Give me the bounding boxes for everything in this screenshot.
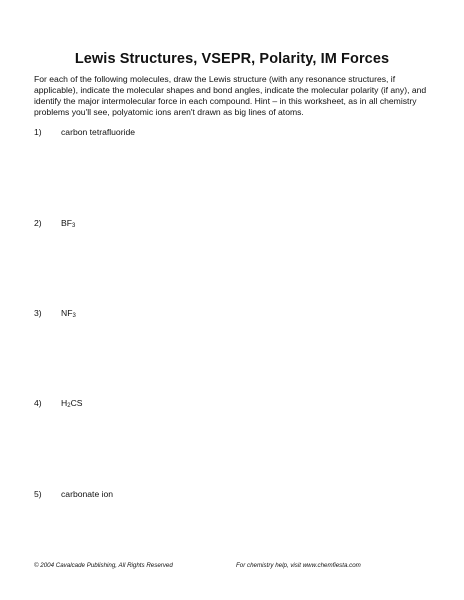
question-text [61, 218, 75, 228]
question-number: 1) [34, 127, 42, 137]
question-1 [34, 127, 135, 138]
question-3 [34, 308, 76, 319]
question-text: carbonate ion [61, 489, 114, 499]
question-number: 4) [34, 398, 42, 408]
question-2 [34, 218, 75, 229]
formula-pre: H [61, 398, 68, 408]
question-4 [34, 398, 83, 409]
question-text [61, 308, 76, 318]
formula-main: NF [61, 308, 73, 318]
question-text: carbon tetrafluoride [61, 127, 136, 137]
formula-subscript: 3 [71, 223, 76, 229]
instructions-paragraph: For each of the following molecules, draw the Lewis structure (with any resonance structures, if applicable), indicate the molecular shapes and bond angles, indicate the molecular polarity (if any), and identify the major intermolecular force in each compound. Hint – in this worksheet, as in all chemistry problems you'll see, polyatomic ions aren't drawn as big lines of atoms. [34, 74, 427, 118]
formula-main: BF [61, 218, 72, 228]
question-number: 3) [34, 308, 42, 318]
footer-copyright: © 2004 Cavalcade Publishing, All Rights Reserved [34, 562, 173, 569]
page-title: Lewis Structures, VSEPR, Polarity, IM Forces [74, 51, 390, 67]
formula-post: CS [70, 398, 83, 408]
footer-help-link: For chemistry help, visit www.chemfiesta.com [236, 562, 361, 569]
formula-subscript: 2 [67, 403, 71, 409]
question-number: 2) [34, 218, 42, 228]
question-5 [34, 489, 113, 500]
formula-subscript: 3 [72, 313, 76, 319]
question-number: 5) [34, 489, 42, 499]
question-text [61, 398, 83, 408]
